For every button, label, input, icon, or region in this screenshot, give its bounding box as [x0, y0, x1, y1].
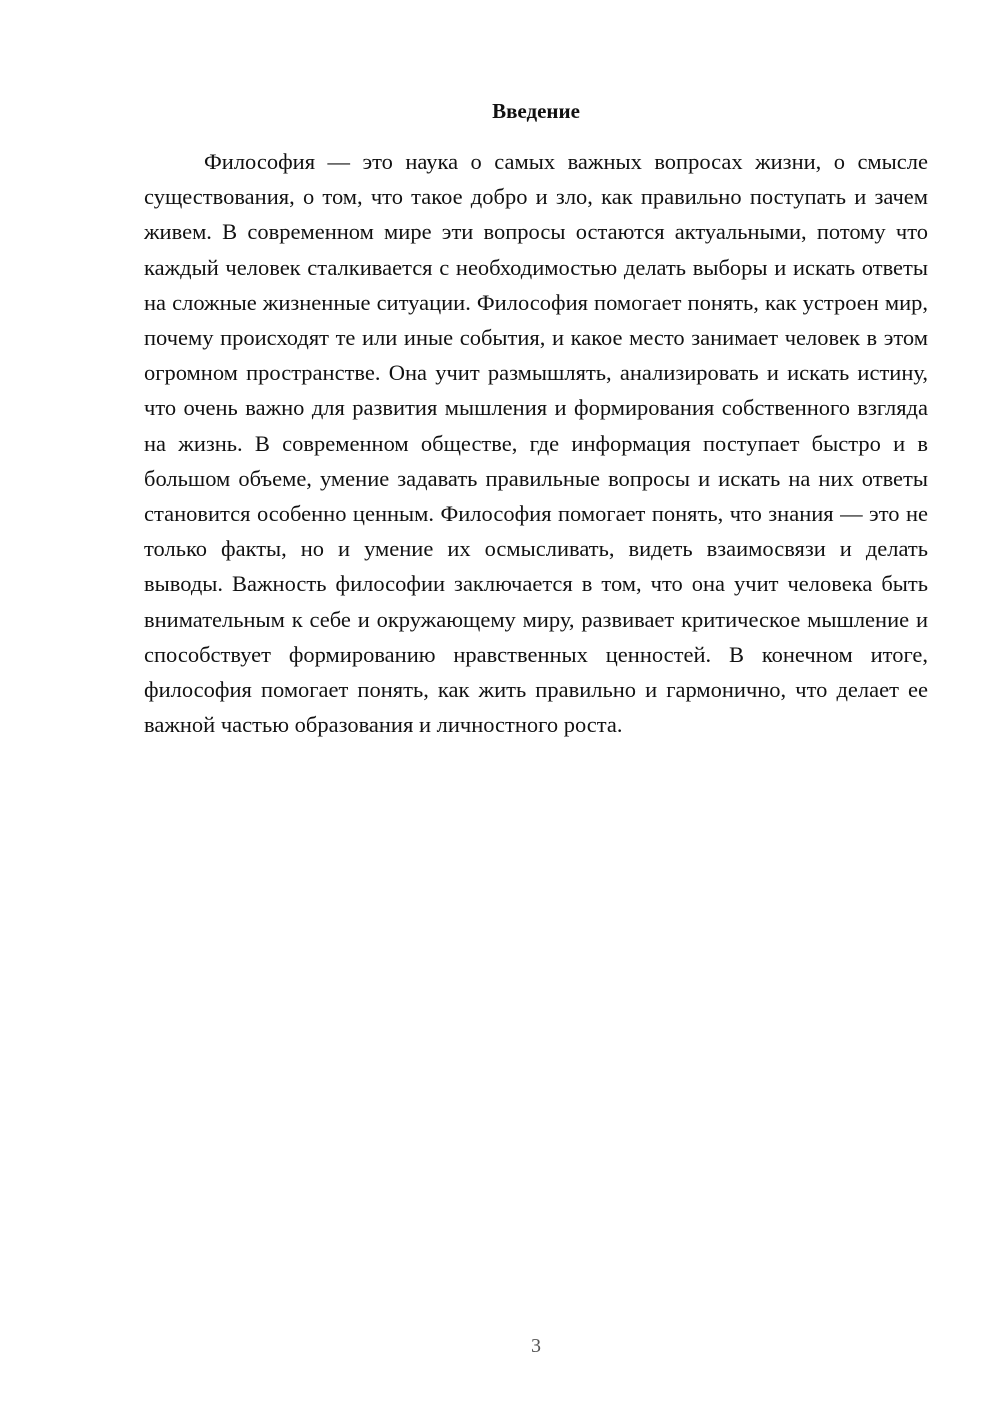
section-heading: Введение [492, 99, 580, 123]
page-number: 3 [531, 1335, 541, 1357]
body-paragraph: Философия — это наука о самых важных вопросах жизни, о смысле существования, о том, что такое добро и зло, как правильно поступать и зачем живем. В современном мире эти вопросы остаются актуальными, потому что каждый человек сталкивается с необходимостью делать выборы и искать ответы на сложные жизненные ситуации. Философия помогает понять, как устроен мир, почему происходят те или иные события, и какое место занимает человек в этом огромном пространстве. Она учит размышлять, анализировать и искать истину, что очень важно для развития мышления и формирования собственного взгляда на жизнь. В современном обществе, где информация поступает быстро и в большом объеме, умение задавать правильные вопросы и искать на них ответы становится особенно ценным. Философия помогает понять, что знания — это не только факты, но и умение их осмысливать, видеть взаимосвязи и делать выводы. Важность философии заключается в том, что она учит человека быть внимательным к себе и окружающему миру, развивает критическое мышление и способствует формированию нравственных ценностей. В конечном итоге, философия помогает понять, как жить правильно и гармонично, что делает ее важной частью образования и личностного роста. [144, 149, 928, 738]
